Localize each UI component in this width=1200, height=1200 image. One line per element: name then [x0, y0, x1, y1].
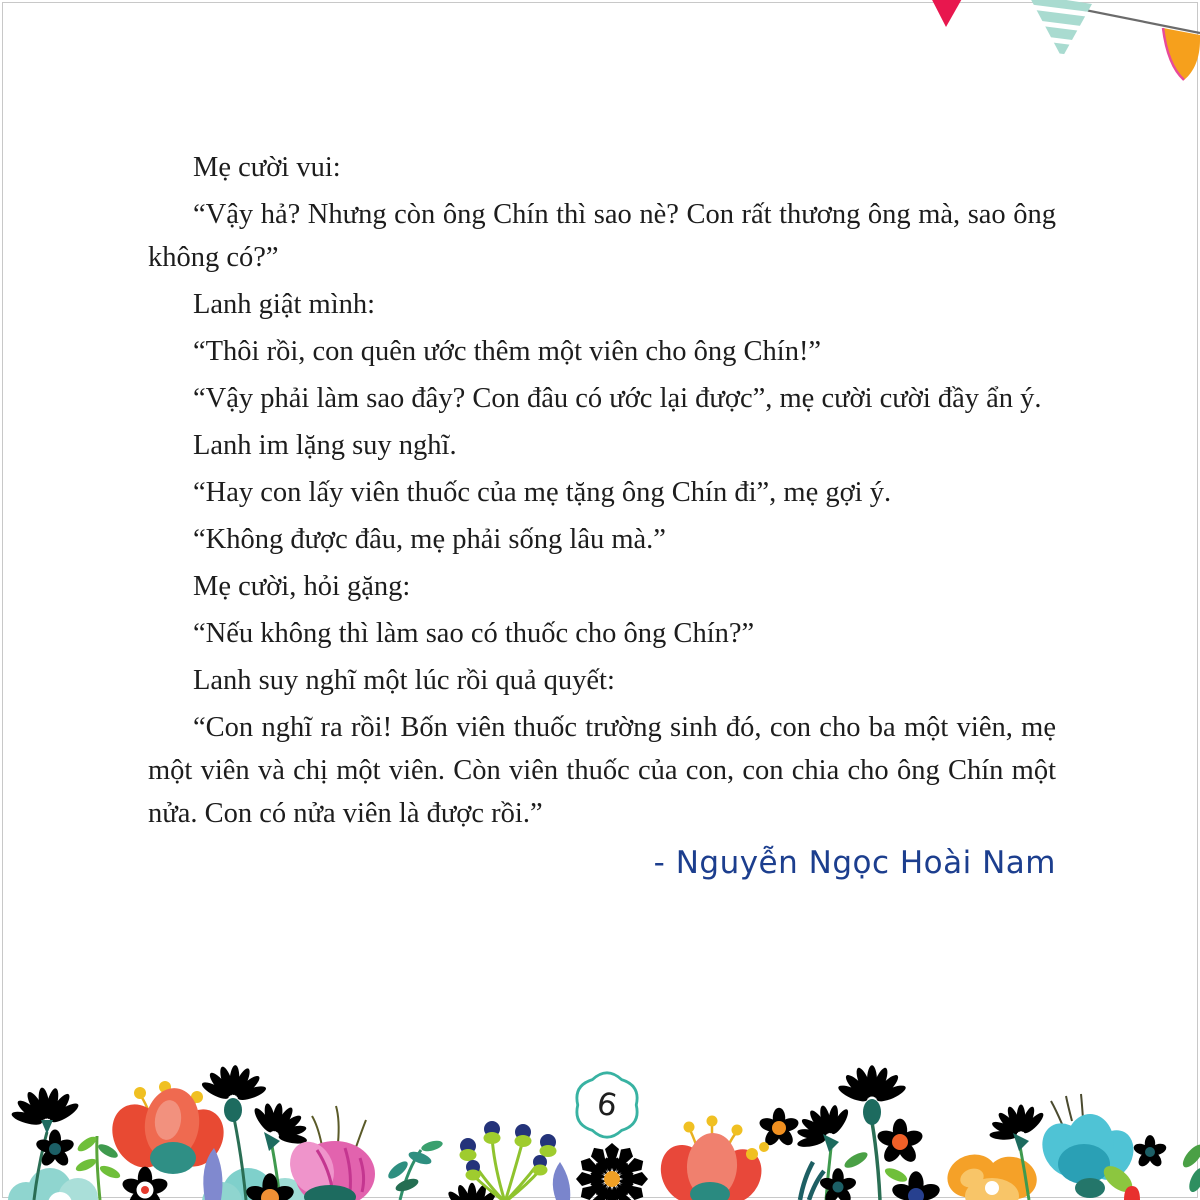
flower-border-illustration	[0, 1038, 1200, 1200]
paragraph: “Không được đâu, mẹ phải sống lâu mà.”	[193, 524, 666, 555]
paragraph: “Vậy phải làm sao đây? Con đâu có ước lại được”, mẹ cười cười đầy ẩn ý.	[193, 383, 1042, 414]
paragraph: “Thôi rồi, con quên ước thêm một viên cho ông Chín!”	[193, 336, 822, 367]
paragraph: Mẹ cười, hỏi gặng:	[193, 571, 411, 602]
leaf-branch	[1179, 1141, 1200, 1194]
blue-cornflower	[576, 1143, 648, 1200]
teal-daisy	[1132, 1135, 1167, 1169]
violet-leaf	[553, 1162, 570, 1200]
paragraph: Lanh im lặng suy nghĩ.	[193, 430, 457, 461]
paragraph: “Con nghĩ ra rồi! Bốn viên thuốc trường sinh đó, con cho ba một viên, mẹ một viên và chị một viên. Còn viên thuốc của con, con chia cho ông Chín một nửa. Con có nửa viên là được rồi.”	[148, 712, 1056, 829]
pink-daisy	[746, 1108, 800, 1160]
paragraph: Lanh giật mình:	[193, 289, 376, 320]
page-number: 6	[594, 1085, 620, 1125]
paragraph: Lanh suy nghĩ một lúc rồi quả quyết:	[193, 665, 615, 696]
teal-flower	[1033, 1094, 1142, 1198]
paragraph: “Hay con lấy viên thuốc của mẹ tặng ông Chín đi”, mẹ gợi ý.	[193, 477, 892, 508]
author-signature: - Nguyễn Ngọc Hoài Nam	[653, 845, 1056, 881]
paragraph: “Vậy hả? Nhưng còn ông Chín thì sao nè? Con rất thương ông mà, sao ông không có?”	[148, 199, 1056, 273]
paragraph: “Nếu không thì làm sao có thuốc cho ông Chín?”	[193, 618, 755, 649]
red-daisy	[876, 1119, 925, 1166]
bunting-decoration	[880, 0, 1200, 92]
story-text	[148, 146, 1056, 881]
leaf-branch	[386, 1139, 444, 1200]
pennant-red	[928, 0, 963, 27]
paragraph: Mẹ cười vui:	[193, 152, 341, 183]
